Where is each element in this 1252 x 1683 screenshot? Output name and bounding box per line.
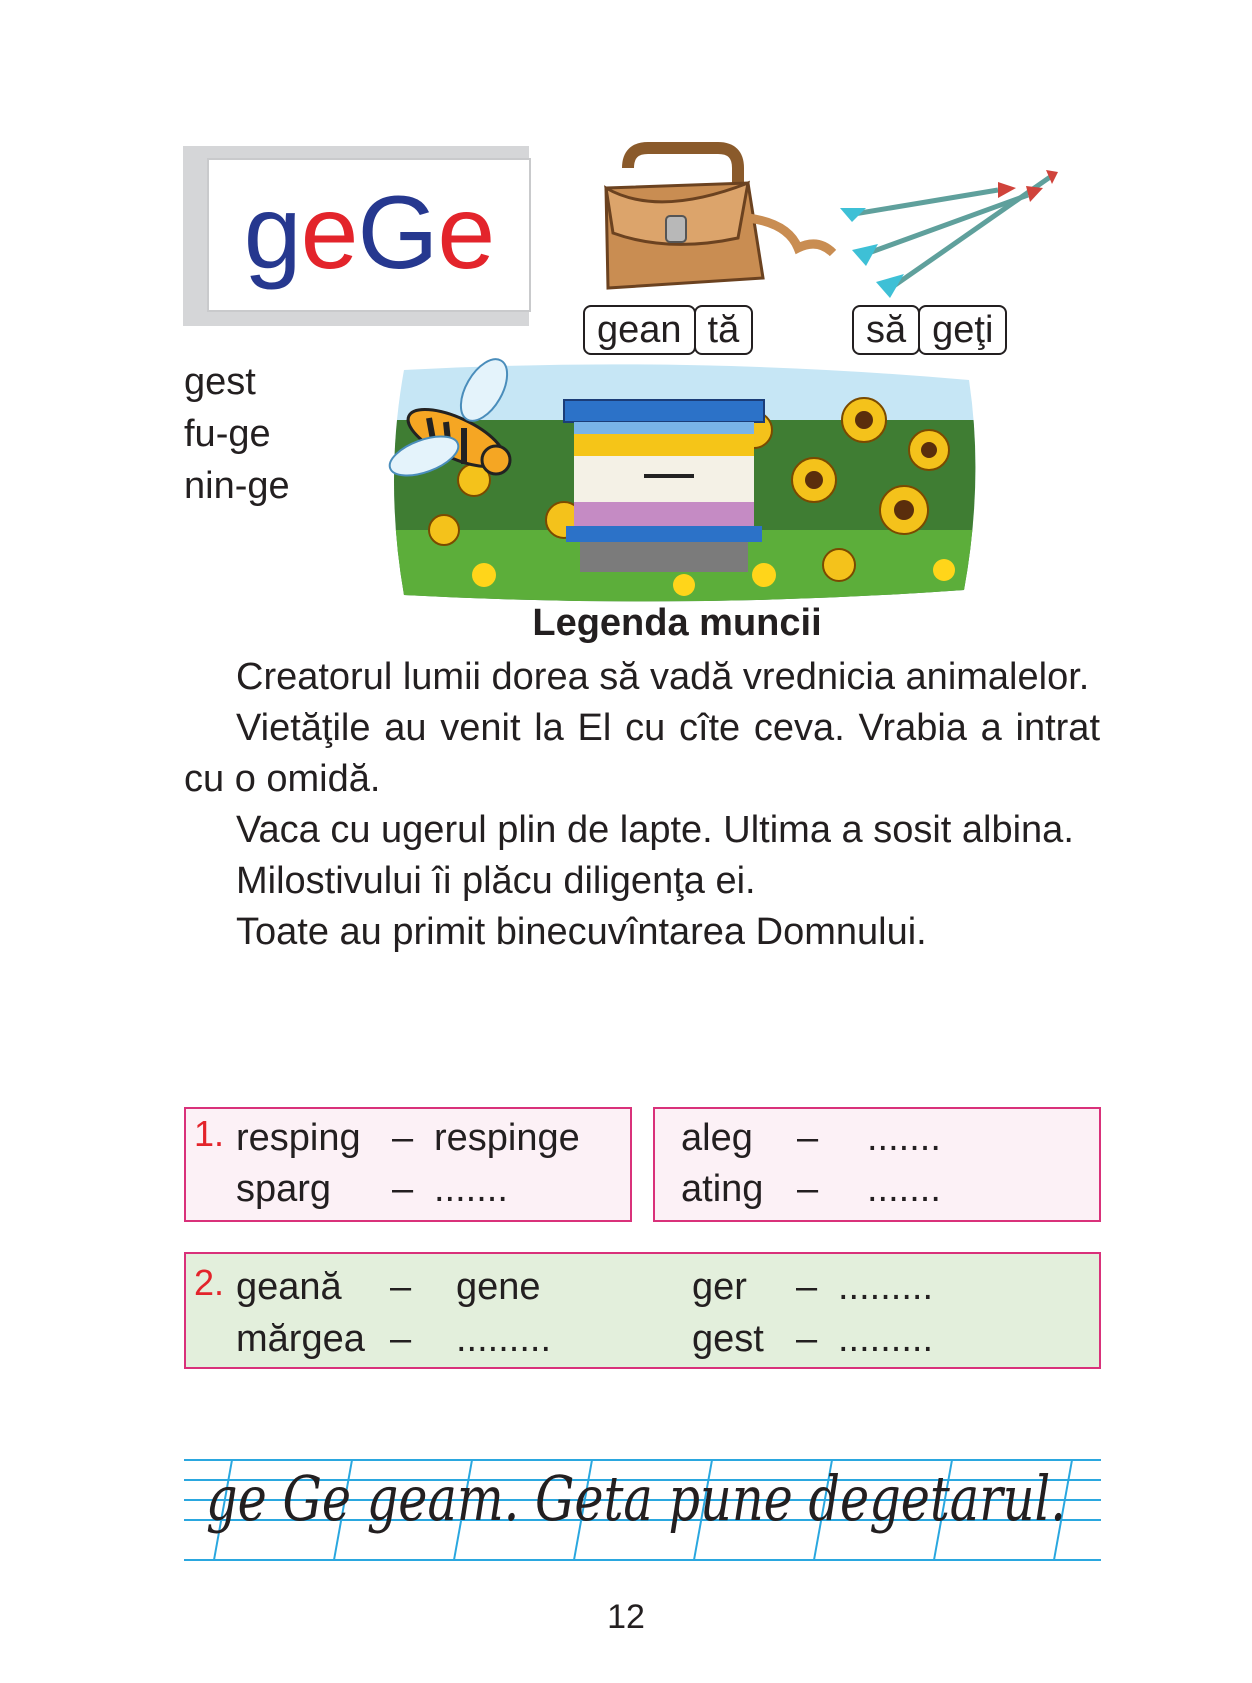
side-word: gest [184, 361, 256, 403]
exercise-dash: – [390, 1266, 412, 1308]
arrows-illustration [838, 170, 1058, 300]
letter-e-upper: e [437, 175, 495, 291]
exercise-answer: gene [456, 1266, 541, 1308]
exercise-1-box-left [184, 1107, 632, 1222]
handwriting-practice [184, 1450, 1101, 1570]
exercise-answer-blank[interactable]: ......... [838, 1266, 934, 1308]
exercise-number: 1. [194, 1113, 225, 1154]
exercise-answer: respinge [434, 1117, 580, 1159]
letter-e-lower: e [300, 175, 358, 291]
exercise-2-box [184, 1252, 1101, 1369]
word-geanta-syllables [583, 305, 751, 355]
letter-g-lower: g [243, 175, 301, 291]
exercise-dash: – [797, 1168, 819, 1210]
exercise-number: 2. [194, 1262, 225, 1303]
bee-beehive-sunflowers-illustration [384, 360, 984, 606]
syllable-box: gean [583, 305, 696, 355]
exercise-word: geană [236, 1266, 342, 1308]
exercise-answer-blank[interactable]: ......... [456, 1318, 552, 1360]
letter-g-upper: G [357, 175, 438, 291]
schoolbag-illustration [588, 128, 838, 298]
exercise-1-box-right [653, 1107, 1101, 1222]
exercise-dash: – [392, 1117, 414, 1159]
side-word: fu-ge [184, 413, 271, 455]
syllable-box: geţi [918, 305, 1007, 355]
letter-card-text [207, 168, 531, 298]
side-word: nin-ge [184, 465, 290, 507]
word-sageti-syllables [852, 305, 1005, 355]
syllable-box: tă [694, 305, 754, 355]
exercise-answer-blank[interactable]: ......... [838, 1318, 934, 1360]
story-paragraph: Vietăţile au venit la El cu cîte ceva. Vrabia a intrat cu o omidă. [184, 707, 1100, 800]
exercise-word: gest [692, 1318, 764, 1360]
handwriting-text: ge Ge geam. Geta pune degetarul. [206, 1462, 1066, 1535]
story-paragraph: Milostivului îi plăcu diligenţa ei. [236, 860, 756, 902]
exercise-answer-blank[interactable]: ....... [867, 1168, 941, 1210]
exercise-word: sparg [236, 1168, 332, 1210]
exercise-word: ating [681, 1168, 764, 1210]
exercise-answer-blank[interactable]: ....... [867, 1117, 941, 1159]
syllable-box: să [852, 305, 920, 355]
story-paragraph: Vaca cu ugerul plin de lapte. Ultima a sosit albina. [236, 809, 1074, 851]
exercise-dash: – [392, 1168, 414, 1210]
exercise-word: ger [692, 1266, 747, 1308]
exercise-dash: – [796, 1318, 818, 1360]
exercise-word: aleg [681, 1117, 753, 1159]
exercise-dash: – [796, 1266, 818, 1308]
exercise-word: mărgea [236, 1318, 365, 1360]
exercise-word: resping [236, 1117, 361, 1159]
story-paragraph: Toate au primit binecuvîntarea Domnului. [236, 911, 927, 953]
exercise-dash: – [797, 1117, 819, 1159]
side-words [184, 356, 290, 512]
story-paragraph: Creatorul lumii dorea să vadă vrednicia animalelor. [236, 656, 1090, 698]
page-number: 12 [607, 1598, 645, 1636]
exercise-dash: – [390, 1318, 412, 1360]
story-title: Legenda muncii [532, 602, 822, 644]
exercise-answer-blank[interactable]: ....... [434, 1168, 508, 1210]
story-text [184, 652, 1100, 958]
